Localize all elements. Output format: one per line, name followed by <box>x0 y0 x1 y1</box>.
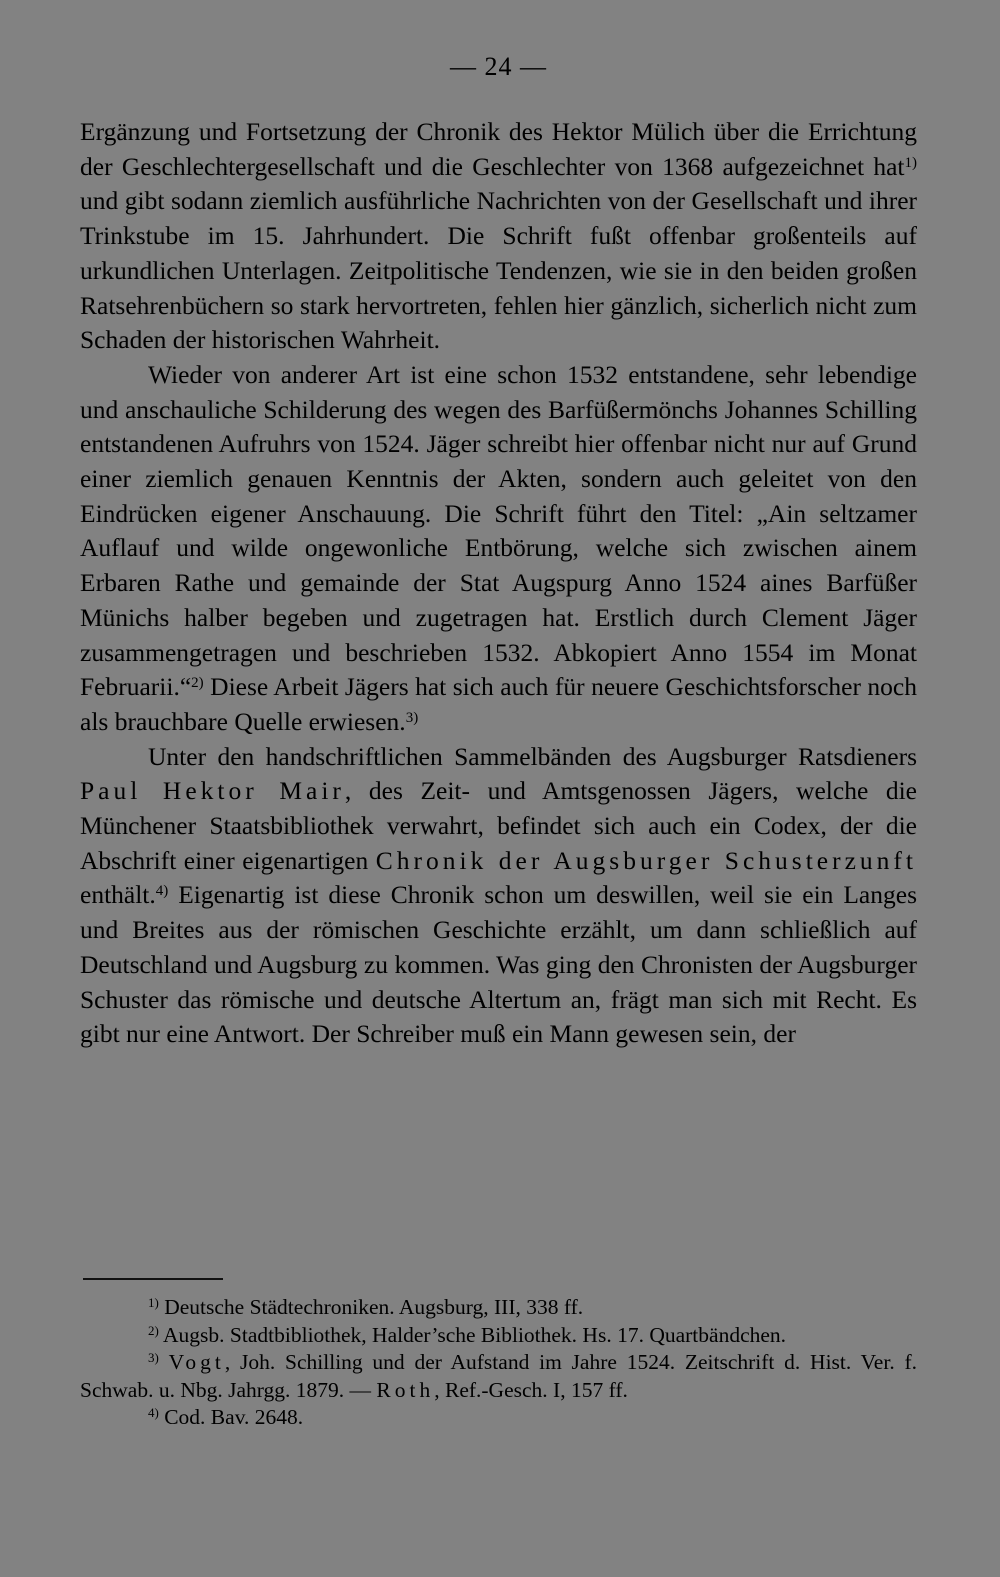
footnote-marker: 1) <box>148 1295 159 1310</box>
footnote-marker: 2) <box>148 1322 159 1338</box>
main-text <box>80 115 917 1052</box>
text-run: , Ref.-Gesch. I, 157 ff. <box>434 1377 628 1402</box>
text-run: enthält. <box>80 880 156 910</box>
footnote <box>80 1322 917 1350</box>
text-run: Ergänzung und Fortsetzung der Chronik des Hektor Mülich über die Errichtung der Geschlechtergesellschaft und die Geschlechter von 1368 aufgezeichnet hat <box>80 117 917 181</box>
footnote-reference: 2) <box>191 675 204 692</box>
text-run: und gibt sodann ziemlich ausführliche Nachrichten von der Gesellschaft und ihrer Trinkstube im 15. Jahrhundert. Die Schrift fußt offenbar großenteils auf urkundlichen Unterlagen. Zeitpolitische Tendenzen, wie sie in den beiden großen Ratsehrenbüchern so stark hervortreten, fehlen hier gänzlich, sicherlich nicht zum Schaden der historischen Wahrheit. <box>80 186 917 355</box>
text-run: Deutsche Städtechroniken. Augsburg, III, 338 ff. <box>158 1295 584 1319</box>
footnote <box>80 1404 917 1432</box>
spaced-emphasis: Vogt <box>168 1350 225 1374</box>
text-run: , des Zeit- und Amtsgenossen Jägers, welche die Münchener Staatsbibliothek verwahrt, befindet sich auch ein Codex, der die Abschrift einer eigenartigen <box>80 776 918 875</box>
text-run: , Joh. Schilling und der Aufstand im Jahre 1524. Zeitschrift d. Hist. Ver. f. Schwab. u. Nbg. Jahrgg. 1879. — <box>80 1350 917 1402</box>
footnote-marker: 4) <box>148 1405 159 1420</box>
footnotes <box>80 1294 917 1432</box>
spaced-emphasis: Roth <box>376 1377 435 1402</box>
spaced-emphasis: Paul Hektor Mair <box>80 776 345 806</box>
footnote-divider <box>83 1278 223 1280</box>
footnote <box>80 1294 917 1322</box>
footnote-reference: 3) <box>405 709 419 726</box>
paragraph <box>80 358 917 740</box>
text-run: Wieder von anderer Art ist eine schon 1532 entstandene, sehr lebendige und anschauliche Schilderung des wegen des Barfüßermönchs Johannes Schilling entstandenen Aufruhrs von 1524. Jäger schreibt hier offenbar nicht nur auf Grund einer ziemlich genauen Kenntnis der Akten, sondern auch geleitet von den Eindrücken eigener Anschauung. Die Schrift führt den Titel: „Ain seltzamer Auflauf und wilde ongewonliche Entbörung, welche sich zwischen ainem Erbaren Rathe und gemainde der Stat Augspurg Anno 1524 aines Barfüßer Münichs halber begeben und zugetragen hat. Erstlich durch Clement Jäger zusammengetragen und beschrieben 1532. Abkopiert Anno 1554 im Monat Februarii.“ <box>80 359 917 702</box>
text-run: Diese Arbeit Jägers hat sich auch für neuere Geschichtsforscher noch als brauchbare Quelle erwiesen. <box>80 672 917 736</box>
footnote-marker: 3) <box>148 1350 159 1365</box>
spaced-emphasis: Chronik der Augsburger Schusterzunft <box>375 845 917 875</box>
paragraph <box>80 115 917 358</box>
footnote-reference: 1) <box>904 154 917 171</box>
footnote <box>80 1349 917 1404</box>
paragraph <box>80 740 917 1052</box>
text-run: Eigenartig ist diese Chronik schon um deswillen, weil sie ein Langes und Breites aus der römischen Geschichte erzählt, um dann schließlich auf Deutschland und Augsburg zu kommen. Was ging den Chronisten der Augsburger Schuster das römische und deutsche Altertum an, frägt man sich mit Recht. Es gibt nur eine Antwort. Der Schreiber muß ein Mann gewesen sein, der <box>80 880 917 1049</box>
text-run: Cod. Bav. 2648. <box>158 1405 304 1429</box>
text-run: Unter den handschriftlichen Sammelbänden des Augsburger Ratsdieners <box>148 741 917 771</box>
footnote-reference: 4) <box>155 883 169 900</box>
text-run <box>159 1350 169 1374</box>
text-run: Augsb. Stadtbibliothek, Halder’sche Bibliothek. Hs. 17. Quartbändchen. <box>158 1322 787 1347</box>
page-number: — 24 — <box>450 52 547 81</box>
